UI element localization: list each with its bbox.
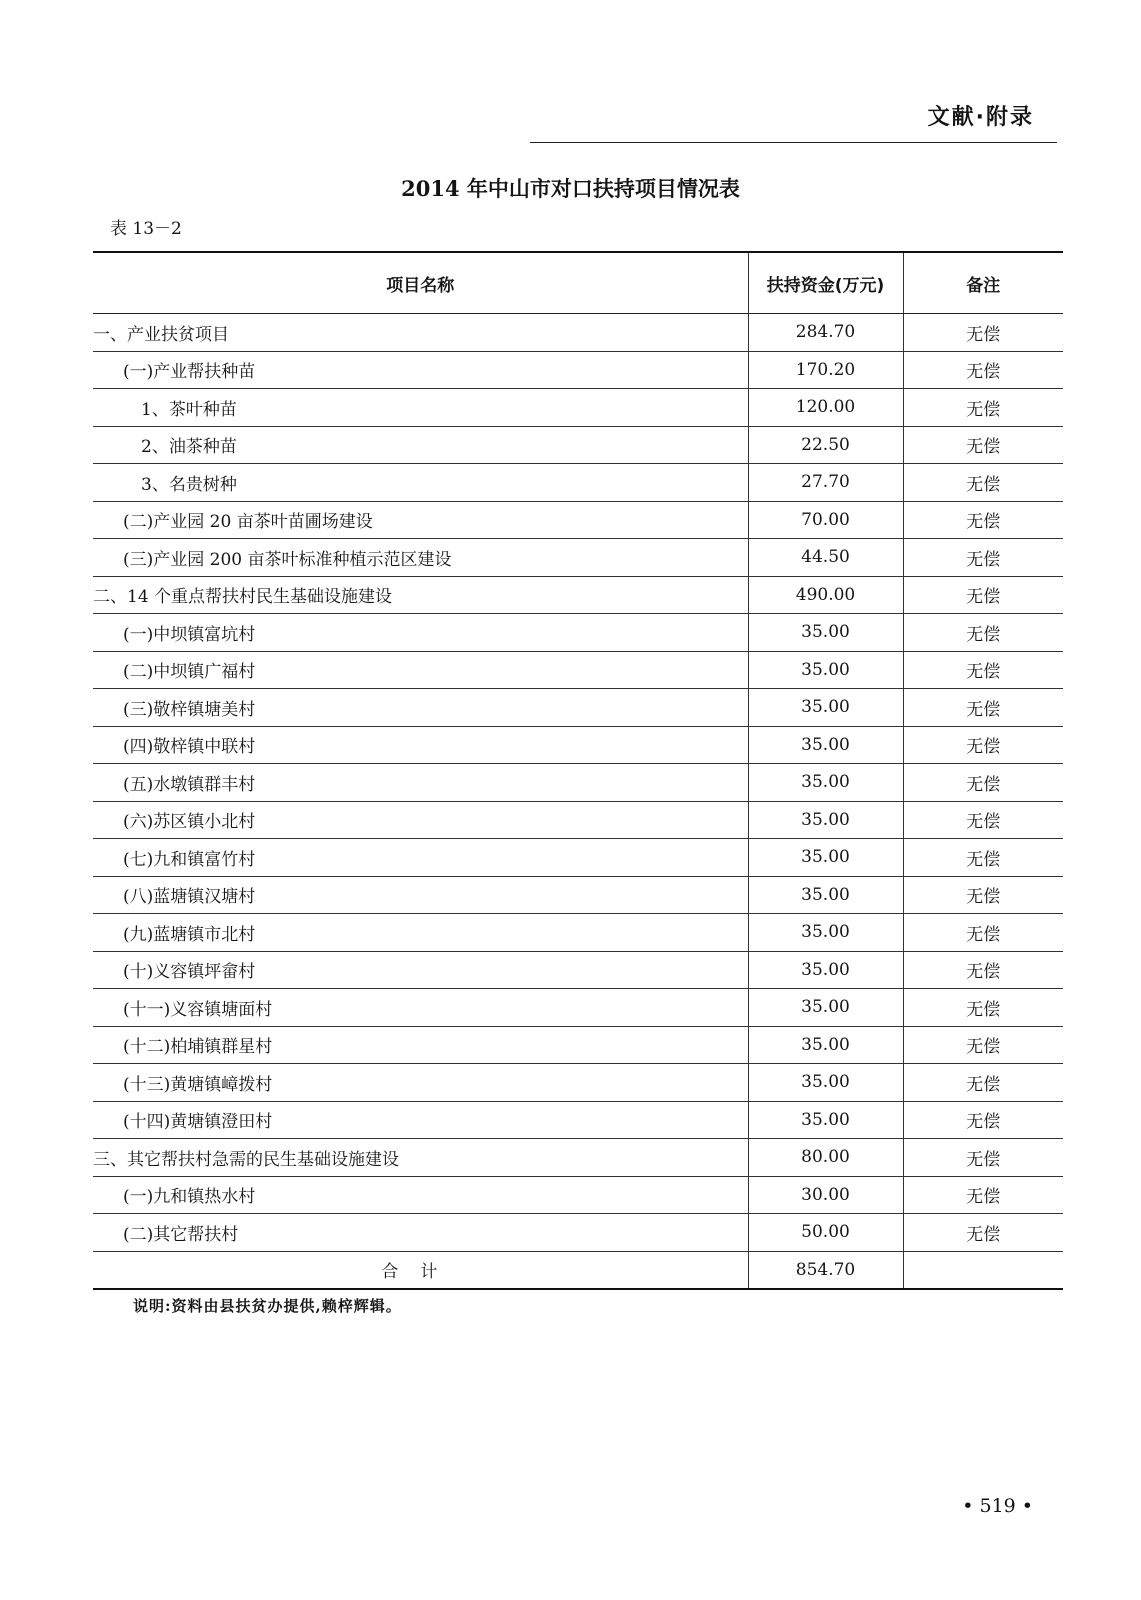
row-name: (一)产业帮扶种苗 [93,351,748,389]
row-amount: 35.00 [748,839,903,877]
row-name: (四)敬梓镇中联村 [93,726,748,764]
row-name: (八)蓝塘镇汉塘村 [93,876,748,914]
row-amount: 284.70 [748,314,903,352]
row-amount: 35.00 [748,1101,903,1139]
row-note: 无偿 [903,614,1063,652]
table-header-row [93,252,1063,314]
row-note: 无偿 [903,314,1063,352]
row-name: (二)其它帮扶村 [93,1214,748,1252]
row-note: 无偿 [903,726,1063,764]
total-note [903,1251,1063,1289]
table-row [93,1176,1063,1214]
table-row [93,1101,1063,1139]
row-note: 无偿 [903,651,1063,689]
row-amount: 44.50 [748,539,903,577]
row-name: (六)苏区镇小北村 [93,801,748,839]
row-name: (十二)柏埔镇群星村 [93,1026,748,1064]
row-amount: 35.00 [748,1064,903,1102]
table-row [93,1026,1063,1064]
row-note: 无偿 [903,539,1063,577]
table-body [93,314,1063,1252]
row-note: 无偿 [903,876,1063,914]
row-amount: 35.00 [748,951,903,989]
row-amount: 70.00 [748,501,903,539]
row-note: 无偿 [903,839,1063,877]
table-row [93,839,1063,877]
table-row [93,614,1063,652]
row-amount: 30.00 [748,1176,903,1214]
row-note: 无偿 [903,764,1063,802]
row-note: 无偿 [903,576,1063,614]
table-row [93,764,1063,802]
row-name: (一)九和镇热水村 [93,1176,748,1214]
row-name: (二)产业园 20 亩茶叶苗圃场建设 [93,501,748,539]
table-row [93,801,1063,839]
row-name: 1、茶叶种苗 [93,389,748,427]
row-note: 无偿 [903,351,1063,389]
row-name: (十四)黄塘镇澄田村 [93,1101,748,1139]
table-row [93,951,1063,989]
table-row [93,1064,1063,1102]
row-note: 无偿 [903,801,1063,839]
row-name: (一)中坝镇富坑村 [93,614,748,652]
row-note: 无偿 [903,1101,1063,1139]
row-amount: 120.00 [748,389,903,427]
table-row [93,314,1063,352]
page-number: • 519 • [962,1495,1033,1517]
footnote: 说明:资料由县扶贫办提供,赖梓辉辑。 [133,1297,402,1315]
table-row [93,1139,1063,1177]
row-note: 无偿 [903,464,1063,502]
row-amount: 35.00 [748,1026,903,1064]
table-row [93,389,1063,427]
row-note: 无偿 [903,1064,1063,1102]
row-amount: 35.00 [748,689,903,727]
row-amount: 35.00 [748,651,903,689]
row-name: 二、14 个重点帮扶村民生基础设施建设 [93,576,748,614]
row-note: 无偿 [903,914,1063,952]
row-name: 3、名贵树种 [93,464,748,502]
total-amount: 854.70 [748,1251,903,1289]
funding-table [93,251,1063,1290]
table-row [93,501,1063,539]
row-amount: 27.70 [748,464,903,502]
column-header-note: 备注 [903,252,1063,314]
table-title: 2014 年中山市对口扶持项目情况表 [401,176,740,201]
column-header-amount: 扶持资金(万元) [748,252,903,314]
row-note: 无偿 [903,1176,1063,1214]
table-row [93,989,1063,1027]
row-note: 无偿 [903,989,1063,1027]
row-amount: 35.00 [748,989,903,1027]
row-name: (九)蓝塘镇市北村 [93,914,748,952]
row-name: 2、油茶种苗 [93,426,748,464]
row-name: (三)产业园 200 亩茶叶标准种植示范区建设 [93,539,748,577]
row-note: 无偿 [903,689,1063,727]
row-note: 无偿 [903,389,1063,427]
row-amount: 35.00 [748,764,903,802]
row-amount: 80.00 [748,1139,903,1177]
row-note: 无偿 [903,426,1063,464]
row-note: 无偿 [903,1214,1063,1252]
table-row [93,351,1063,389]
row-note: 无偿 [903,501,1063,539]
total-row [93,1251,1063,1289]
table-row [93,689,1063,727]
row-note: 无偿 [903,1139,1063,1177]
total-label: 合计 [93,1251,748,1289]
row-name: (十三)黄塘镇嶂拨村 [93,1064,748,1102]
table-row [93,1214,1063,1252]
row-note: 无偿 [903,951,1063,989]
table-row [93,726,1063,764]
row-amount: 35.00 [748,614,903,652]
row-note: 无偿 [903,1026,1063,1064]
table-row [93,426,1063,464]
table-row [93,539,1063,577]
row-name: 一、产业扶贫项目 [93,314,748,352]
table-row [93,876,1063,914]
row-name: 三、其它帮扶村急需的民生基础设施建设 [93,1139,748,1177]
row-name: (二)中坝镇广福村 [93,651,748,689]
table-row [93,576,1063,614]
table-row [93,651,1063,689]
row-amount: 170.20 [748,351,903,389]
table-row [93,464,1063,502]
table-number: 表 13－2 [110,219,182,239]
table-row [93,914,1063,952]
row-name: (三)敬梓镇塘美村 [93,689,748,727]
row-name: (五)水墩镇群丰村 [93,764,748,802]
row-amount: 50.00 [748,1214,903,1252]
row-amount: 35.00 [748,876,903,914]
row-amount: 35.00 [748,801,903,839]
section-header: 文献·附录 [927,105,1034,130]
row-amount: 35.00 [748,726,903,764]
row-amount: 490.00 [748,576,903,614]
row-name: (七)九和镇富竹村 [93,839,748,877]
row-amount: 22.50 [748,426,903,464]
row-name: (十一)义容镇塘面村 [93,989,748,1027]
row-name: (十)义容镇坪畲村 [93,951,748,989]
header-rule [530,142,1057,143]
column-header-name: 项目名称 [93,252,748,314]
row-amount: 35.00 [748,914,903,952]
